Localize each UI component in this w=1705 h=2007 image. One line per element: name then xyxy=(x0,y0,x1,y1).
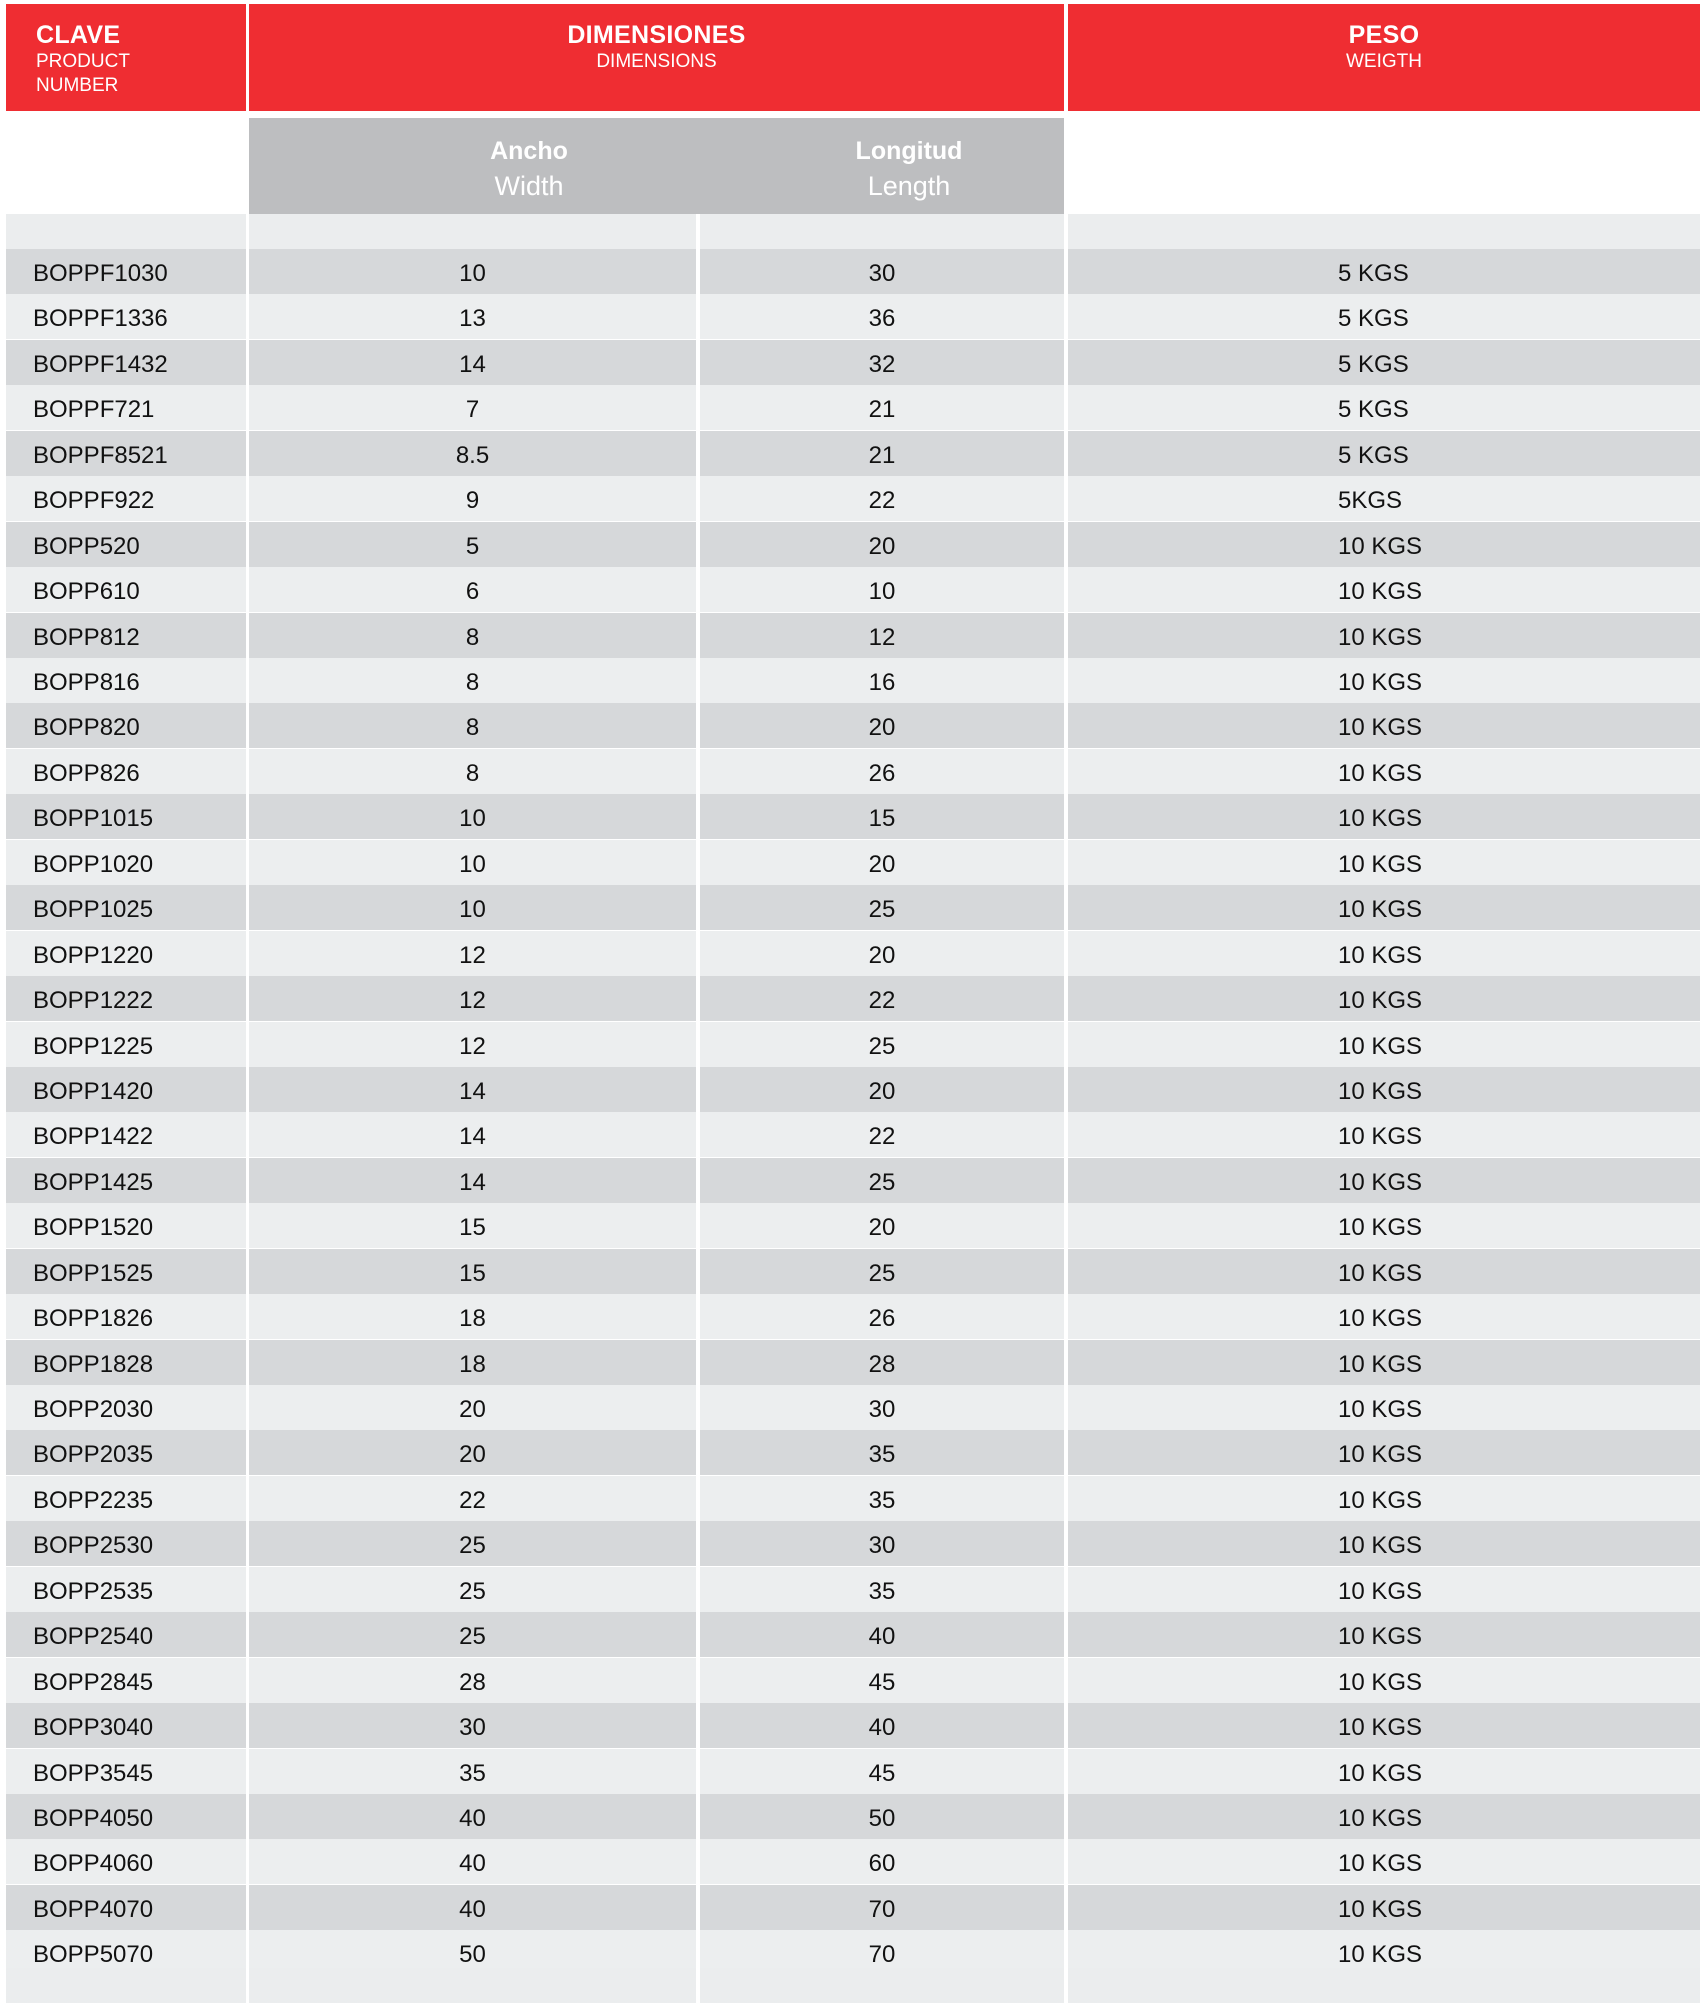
weight-cell-text: 10 KGS xyxy=(1338,805,1423,833)
length-cell-text: 15 xyxy=(700,794,1064,839)
weight-cell-text: 10 KGS xyxy=(1338,759,1423,787)
length-cell-text: 21 xyxy=(700,385,1064,430)
weight-cell-text: 10 KGS xyxy=(1338,1532,1423,1560)
table-row xyxy=(0,385,1705,430)
product-code-cell xyxy=(6,1839,246,1884)
weight-cell-text: 10 KGS xyxy=(1338,987,1423,1014)
product-code-cell-text: BOPP2030 xyxy=(33,1396,154,1423)
length-cell-text: 20 xyxy=(700,1067,1064,1112)
product-code-cell-text: BOPP812 xyxy=(33,623,140,651)
table-end-cell xyxy=(1068,1968,1700,2003)
weight-cell xyxy=(1068,567,1700,612)
width-cell-text: 8 xyxy=(249,749,696,794)
weight-cell-text: 10 KGS xyxy=(1338,1032,1423,1060)
weight-cell-text: 10 KGS xyxy=(1338,941,1423,969)
table-row xyxy=(0,658,1705,703)
weight-cell xyxy=(1068,1839,1700,1884)
product-code-cell-text: BOPP1525 xyxy=(33,1259,154,1287)
table-row xyxy=(0,1567,1705,1612)
table-row xyxy=(0,1340,1705,1385)
weight-cell xyxy=(1068,294,1700,339)
header-clave-sub1: PRODUCT xyxy=(36,51,130,72)
header-peso-sub: WEIGTH xyxy=(1346,51,1422,72)
table-row xyxy=(0,249,1705,294)
width-cell-text: 12 xyxy=(249,976,696,1021)
weight-cell xyxy=(1068,1658,1700,1703)
product-code-cell-text: BOPP816 xyxy=(33,669,140,696)
length-cell-text: 22 xyxy=(700,476,1064,521)
table-row xyxy=(0,476,1705,521)
header-clave-sub2: NUMBER xyxy=(36,75,119,96)
weight-cell xyxy=(1068,1067,1700,1112)
weight-cell-text: 10 KGS xyxy=(1338,1214,1423,1242)
length-cell-text: 20 xyxy=(700,840,1064,885)
product-code-cell-text: BOPP2035 xyxy=(33,1441,154,1469)
product-code-cell xyxy=(6,567,246,612)
table-row xyxy=(0,1476,1705,1521)
weight-cell xyxy=(1068,1249,1700,1294)
width-cell-text: 14 xyxy=(249,1158,696,1203)
weight-cell-text: 10 KGS xyxy=(1338,1350,1423,1378)
width-cell-text: 8.5 xyxy=(249,431,696,476)
length-cell-text: 20 xyxy=(700,522,1064,567)
weight-cell-text: 5 KGS xyxy=(1338,396,1409,424)
weight-cell-text: 5 KGS xyxy=(1338,260,1409,287)
length-cell-text: 30 xyxy=(700,1385,1064,1430)
subheader-length-sub: Length xyxy=(867,171,951,201)
weight-cell xyxy=(1068,249,1700,294)
length-cell-text: 10 xyxy=(700,567,1064,612)
weight-cell xyxy=(1068,840,1700,885)
product-code-cell-text: BOPP1520 xyxy=(33,1214,154,1242)
product-code-cell xyxy=(6,249,246,294)
product-code-cell-text: BOPP1020 xyxy=(33,850,154,878)
product-code-cell-text: BOPP4050 xyxy=(33,1805,154,1832)
length-cell-text: 45 xyxy=(700,1658,1064,1703)
product-code-cell xyxy=(6,613,246,658)
weight-cell xyxy=(1068,385,1700,430)
product-code-cell-text: BOPPF8521 xyxy=(33,441,168,469)
length-cell-text: 25 xyxy=(700,1158,1064,1203)
header-peso-title: PESO xyxy=(1348,21,1420,49)
product-code-cell xyxy=(6,1022,246,1067)
weight-cell xyxy=(1068,1521,1700,1566)
weight-cell-text: 10 KGS xyxy=(1338,1895,1423,1923)
table-row xyxy=(0,1703,1705,1748)
weight-cell-text: 10 KGS xyxy=(1338,1714,1423,1742)
length-cell-text: 20 xyxy=(700,703,1064,748)
header-dimensiones-sub: DIMENSIONS xyxy=(596,51,717,72)
product-code-cell xyxy=(6,431,246,476)
table-row xyxy=(0,1885,1705,1930)
weight-cell-text: 10 KGS xyxy=(1338,1305,1423,1333)
width-cell-text: 50 xyxy=(249,1930,696,1975)
product-code-cell-text: BOPPF1336 xyxy=(33,305,168,333)
weight-cell-text: 10 KGS xyxy=(1338,1441,1423,1469)
header-clave-title: CLAVE xyxy=(36,21,121,49)
weight-cell-text: 10 KGS xyxy=(1338,850,1423,878)
width-cell-text: 7 xyxy=(249,385,696,430)
table-row xyxy=(0,1749,1705,1794)
table-row xyxy=(0,1794,1705,1839)
weight-cell-text: 10 KGS xyxy=(1338,1941,1423,1969)
product-code-cell xyxy=(6,1658,246,1703)
table-row xyxy=(0,613,1705,658)
weight-cell-text: 5KGS xyxy=(1338,487,1403,515)
product-code-cell xyxy=(6,522,246,567)
product-code-cell-text: BOPPF721 xyxy=(33,396,155,424)
length-cell-text: 22 xyxy=(700,1112,1064,1157)
width-cell-text: 8 xyxy=(249,658,696,703)
length-cell-text: 22 xyxy=(700,976,1064,1021)
product-code-cell-text: BOPP1826 xyxy=(33,1305,154,1333)
table-row xyxy=(0,749,1705,794)
product-code-cell xyxy=(6,1294,246,1339)
weight-cell xyxy=(1068,976,1700,1021)
width-cell-text: 12 xyxy=(249,1022,696,1067)
product-code-cell xyxy=(6,1067,246,1112)
length-cell-text: 40 xyxy=(700,1612,1064,1657)
table-end-cell xyxy=(700,1968,1064,2003)
table-row xyxy=(0,1203,1705,1248)
width-cell-text: 9 xyxy=(249,476,696,521)
product-code-cell xyxy=(6,1749,246,1794)
weight-cell xyxy=(1068,1294,1700,1339)
table-row xyxy=(0,522,1705,567)
product-code-cell-text: BOPP2540 xyxy=(33,1623,154,1651)
width-cell-text: 10 xyxy=(249,794,696,839)
table-end-cell xyxy=(249,1968,696,2003)
subheader-width-title: Ancho xyxy=(490,137,568,165)
weight-cell-text: 10 KGS xyxy=(1338,1805,1423,1832)
weight-cell xyxy=(1068,1567,1700,1612)
weight-cell-text: 10 KGS xyxy=(1338,714,1423,742)
weight-cell xyxy=(1068,1612,1700,1657)
product-code-cell-text: BOPP610 xyxy=(33,578,140,606)
length-cell-text: 70 xyxy=(700,1930,1064,1975)
table-row xyxy=(0,885,1705,930)
width-cell-text: 10 xyxy=(249,840,696,885)
subheader-dimensions xyxy=(249,118,1064,214)
table-row xyxy=(0,1249,1705,1294)
weight-cell-text: 5 KGS xyxy=(1338,305,1409,333)
length-cell-text: 35 xyxy=(700,1476,1064,1521)
product-code-cell xyxy=(6,1112,246,1157)
width-cell-text: 35 xyxy=(249,1749,696,1794)
product-code-cell-text: BOPP1025 xyxy=(33,896,154,924)
length-cell-text: 45 xyxy=(700,1749,1064,1794)
product-code-cell-text: BOPPF1432 xyxy=(33,350,168,378)
weight-cell xyxy=(1068,1430,1700,1475)
width-cell-text: 13 xyxy=(249,294,696,339)
width-cell-text: 10 xyxy=(249,249,696,294)
product-code-cell-text: BOPPF922 xyxy=(33,487,155,515)
table-row xyxy=(0,1430,1705,1475)
table-row xyxy=(0,567,1705,612)
product-code-cell xyxy=(6,1430,246,1475)
weight-cell-text: 10 KGS xyxy=(1338,669,1423,696)
weight-cell-text: 10 KGS xyxy=(1338,1668,1423,1696)
table-row xyxy=(0,1385,1705,1430)
product-code-cell xyxy=(6,1340,246,1385)
width-cell-text: 28 xyxy=(249,1658,696,1703)
weight-cell-text: 5 KGS xyxy=(1338,441,1409,469)
product-code-cell xyxy=(6,1567,246,1612)
weight-cell xyxy=(1068,1112,1700,1157)
length-cell-text: 30 xyxy=(700,1521,1064,1566)
length-cell-text: 32 xyxy=(700,340,1064,385)
width-cell-text: 22 xyxy=(249,1476,696,1521)
weight-cell xyxy=(1068,1385,1700,1430)
product-code-cell-text: BOPP2530 xyxy=(33,1532,154,1560)
width-cell-text: 8 xyxy=(249,613,696,658)
table-row xyxy=(0,840,1705,885)
product-code-cell xyxy=(6,385,246,430)
product-code-cell xyxy=(6,1385,246,1430)
product-code-cell xyxy=(6,1203,246,1248)
width-cell-text: 20 xyxy=(249,1430,696,1475)
subheader-width-sub: Width xyxy=(494,171,564,201)
table-row xyxy=(0,431,1705,476)
width-cell-text: 25 xyxy=(249,1567,696,1612)
subheader-length-title: Longitud xyxy=(855,137,963,165)
weight-cell xyxy=(1068,658,1700,703)
product-code-cell-text: BOPP3040 xyxy=(33,1714,154,1742)
width-cell-text: 8 xyxy=(249,703,696,748)
weight-cell xyxy=(1068,340,1700,385)
product-code-cell-text: BOPP2235 xyxy=(33,1486,154,1514)
weight-cell-text: 10 KGS xyxy=(1338,623,1423,651)
product-code-cell xyxy=(6,1476,246,1521)
product-code-cell-text: BOPP2845 xyxy=(33,1668,154,1696)
weight-cell-text: 10 KGS xyxy=(1338,1396,1423,1423)
table-row xyxy=(0,976,1705,1021)
product-code-cell xyxy=(6,1885,246,1930)
weight-cell-text: 10 KGS xyxy=(1338,578,1423,606)
length-cell-text: 26 xyxy=(700,1294,1064,1339)
weight-cell-text: 5 KGS xyxy=(1338,350,1409,378)
weight-cell-text: 10 KGS xyxy=(1338,1077,1423,1105)
weight-cell-text: 10 KGS xyxy=(1338,1168,1423,1196)
product-code-cell xyxy=(6,703,246,748)
table-row xyxy=(0,1022,1705,1067)
weight-cell-text: 10 KGS xyxy=(1338,1623,1423,1651)
spacer-cell xyxy=(249,214,696,249)
product-code-cell xyxy=(6,340,246,385)
table-row xyxy=(0,1067,1705,1112)
width-cell-text: 40 xyxy=(249,1839,696,1884)
product-code-cell-text: BOPP1420 xyxy=(33,1077,154,1105)
product-code-cell-text: BOPP1425 xyxy=(33,1168,154,1196)
product-code-cell-text: BOPP1828 xyxy=(33,1350,154,1378)
width-cell-text: 25 xyxy=(249,1612,696,1657)
header-peso xyxy=(1068,4,1700,111)
spacer-cell xyxy=(700,214,1064,249)
width-cell-text: 40 xyxy=(249,1885,696,1930)
spacer-cell xyxy=(1068,214,1700,249)
product-code-cell-text: BOPP820 xyxy=(33,714,140,742)
length-cell-text: 50 xyxy=(700,1794,1064,1839)
weight-cell xyxy=(1068,476,1700,521)
weight-cell xyxy=(1068,1022,1700,1067)
weight-cell xyxy=(1068,885,1700,930)
product-code-cell-text: BOPP2535 xyxy=(33,1577,154,1605)
product-code-cell xyxy=(6,1794,246,1839)
product-code-cell xyxy=(6,1703,246,1748)
product-code-cell-text: BOPP1220 xyxy=(33,941,154,969)
width-cell-text: 20 xyxy=(249,1385,696,1430)
length-cell-text: 25 xyxy=(700,1022,1064,1067)
width-cell-text: 30 xyxy=(249,1703,696,1748)
width-cell-text: 18 xyxy=(249,1340,696,1385)
table-row xyxy=(0,1158,1705,1203)
weight-cell xyxy=(1068,613,1700,658)
product-code-cell xyxy=(6,885,246,930)
weight-cell xyxy=(1068,1340,1700,1385)
width-cell-text: 15 xyxy=(249,1249,696,1294)
product-code-cell-text: BOPP1015 xyxy=(33,805,154,833)
product-code-cell xyxy=(6,1612,246,1657)
weight-cell-text: 10 KGS xyxy=(1338,532,1423,560)
weight-cell xyxy=(1068,794,1700,839)
product-code-cell xyxy=(6,658,246,703)
product-code-cell-text: BOPP3545 xyxy=(33,1759,154,1787)
length-cell-text: 36 xyxy=(700,294,1064,339)
subheader-length xyxy=(629,134,1189,204)
weight-cell xyxy=(1068,431,1700,476)
weight-cell-text: 10 KGS xyxy=(1338,1259,1423,1287)
weight-cell xyxy=(1068,1794,1700,1839)
table-row xyxy=(0,294,1705,339)
product-code-cell-text: BOPP4060 xyxy=(33,1850,154,1878)
table-row xyxy=(0,931,1705,976)
weight-cell-text: 10 KGS xyxy=(1338,1123,1423,1151)
table-row xyxy=(0,1839,1705,1884)
table-row xyxy=(0,1294,1705,1339)
weight-cell xyxy=(1068,703,1700,748)
weight-cell xyxy=(1068,1158,1700,1203)
length-cell-text: 70 xyxy=(700,1885,1064,1930)
spacer-cell xyxy=(6,214,246,249)
weight-cell-text: 10 KGS xyxy=(1338,1577,1423,1605)
weight-cell-text: 10 KGS xyxy=(1338,1850,1423,1878)
weight-cell-text: 10 KGS xyxy=(1338,1759,1423,1787)
width-cell-text: 40 xyxy=(249,1794,696,1839)
length-cell-text: 35 xyxy=(700,1430,1064,1475)
table-row xyxy=(0,1112,1705,1157)
length-cell-text: 21 xyxy=(700,431,1064,476)
length-cell-text: 16 xyxy=(700,658,1064,703)
table-row xyxy=(0,1612,1705,1657)
product-code-cell xyxy=(6,294,246,339)
product-code-cell xyxy=(6,840,246,885)
weight-cell xyxy=(1068,522,1700,567)
weight-cell-text: 10 KGS xyxy=(1338,896,1423,924)
weight-cell xyxy=(1068,1749,1700,1794)
length-cell-text: 60 xyxy=(700,1839,1064,1884)
product-code-cell xyxy=(6,976,246,1021)
product-code-cell-text: BOPP520 xyxy=(33,532,140,560)
weight-cell xyxy=(1068,1476,1700,1521)
width-cell-text: 5 xyxy=(249,522,696,567)
header-dimensiones xyxy=(249,4,1064,111)
product-code-cell xyxy=(6,749,246,794)
weight-cell xyxy=(1068,1203,1700,1248)
weight-cell xyxy=(1068,931,1700,976)
table-row xyxy=(0,1658,1705,1703)
length-cell-text: 25 xyxy=(700,885,1064,930)
product-code-cell-text: BOPPF1030 xyxy=(33,260,168,287)
product-code-cell-text: BOPP1225 xyxy=(33,1032,154,1060)
length-cell-text: 25 xyxy=(700,1249,1064,1294)
width-cell-text: 25 xyxy=(249,1521,696,1566)
width-cell-text: 18 xyxy=(249,1294,696,1339)
width-cell-text: 10 xyxy=(249,885,696,930)
width-cell-text: 14 xyxy=(249,1067,696,1112)
product-code-cell-text: BOPP5070 xyxy=(33,1941,154,1969)
product-code-cell xyxy=(6,1158,246,1203)
product-code-cell-text: BOPP1422 xyxy=(33,1123,154,1151)
weight-cell xyxy=(1068,1703,1700,1748)
width-cell-text: 6 xyxy=(249,567,696,612)
weight-cell-text: 10 KGS xyxy=(1338,1486,1423,1514)
length-cell-text: 28 xyxy=(700,1340,1064,1385)
header-clave xyxy=(6,4,246,111)
weight-cell xyxy=(1068,1885,1700,1930)
width-cell-text: 14 xyxy=(249,1112,696,1157)
length-cell-text: 12 xyxy=(700,613,1064,658)
table-row xyxy=(0,1521,1705,1566)
table-end-cell xyxy=(6,1968,246,2003)
table-row xyxy=(0,340,1705,385)
product-code-cell xyxy=(6,931,246,976)
product-code-cell xyxy=(6,1521,246,1566)
weight-cell xyxy=(1068,749,1700,794)
product-code-cell-text: BOPP1222 xyxy=(33,987,154,1014)
width-cell-text: 12 xyxy=(249,931,696,976)
length-cell-text: 20 xyxy=(700,1203,1064,1248)
length-cell-text: 20 xyxy=(700,931,1064,976)
table-row xyxy=(0,703,1705,748)
length-cell-text: 30 xyxy=(700,249,1064,294)
table-row xyxy=(0,794,1705,839)
width-cell-text: 15 xyxy=(249,1203,696,1248)
length-cell-text: 26 xyxy=(700,749,1064,794)
length-cell-text: 35 xyxy=(700,1567,1064,1612)
length-cell-text: 40 xyxy=(700,1703,1064,1748)
product-code-cell xyxy=(6,794,246,839)
product-code-cell-text: BOPP4070 xyxy=(33,1895,154,1923)
width-cell-text: 14 xyxy=(249,340,696,385)
product-code-cell xyxy=(6,1249,246,1294)
header-dimensiones-title: DIMENSIONES xyxy=(567,21,746,49)
product-code-cell-text: BOPP826 xyxy=(33,759,140,787)
product-code-cell xyxy=(6,476,246,521)
